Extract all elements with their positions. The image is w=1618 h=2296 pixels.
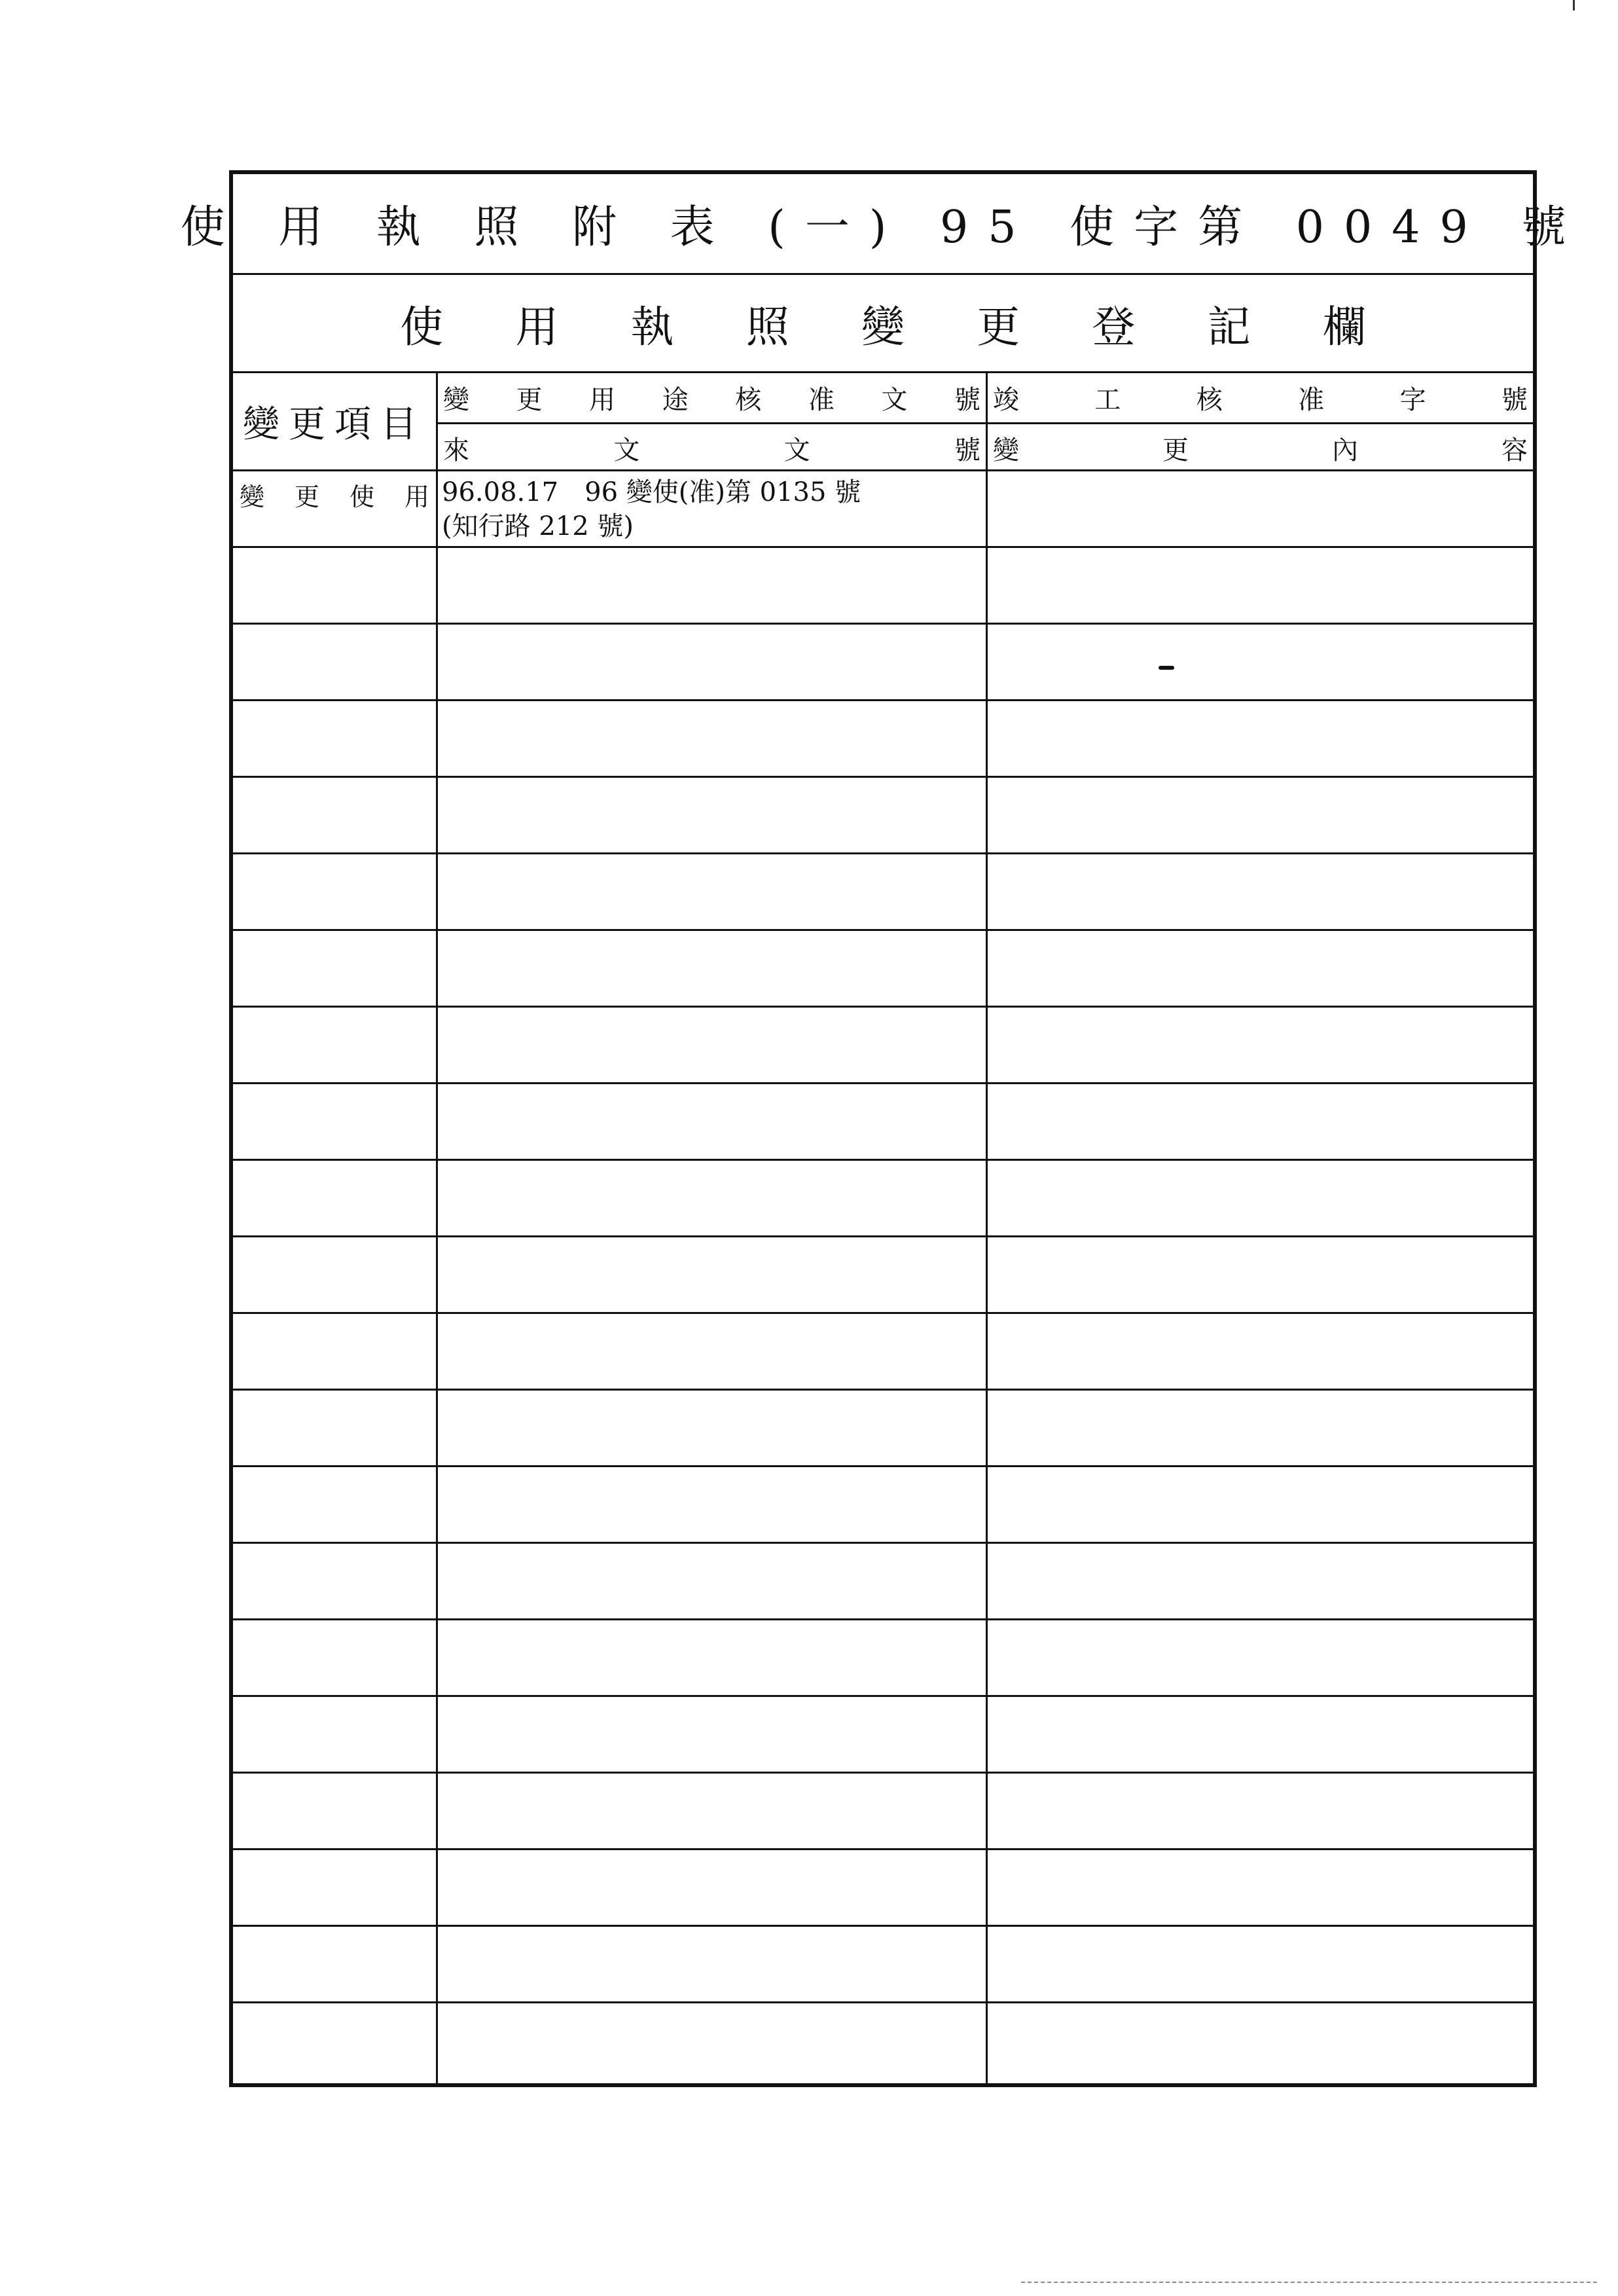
header-char: 變 [993,435,1019,465]
row-completion-number [988,1850,1533,1925]
row-change-item [233,931,438,1006]
row-change-item [233,1314,438,1389]
header-char: 文 [613,435,640,465]
table-row [233,1008,1533,1084]
row-approval-number [438,931,988,1006]
header-char: 用 [589,385,616,415]
row-completion-number [988,625,1533,699]
address-line: (知行路 212 號) [442,511,634,541]
row-change-item [233,548,438,623]
row-change-item [233,1084,438,1159]
row-approval-number [438,1084,988,1159]
subtitle-char: 登 [1092,302,1136,352]
table-row [233,2003,1533,2083]
subtitle-char: 執 [630,302,674,352]
scan-edge-line [1021,2282,1597,2284]
row-approval-number [438,1008,988,1082]
row-approval-number [438,1927,988,2001]
header-char: 號 [1501,385,1528,415]
subtitle-char: 欄 [1322,302,1366,352]
row-approval-number [438,1161,988,1235]
header-char: 核 [735,385,762,415]
form-title: 使 用 執 照 附 表 (一) 95 使字第 0049 號 [180,202,1586,253]
scan-speck [1159,666,1174,670]
table-row [233,1084,1533,1161]
cell-char: 變 [240,483,265,511]
row-change-item [233,1161,438,1235]
form-subtitle-row [233,275,1533,373]
header-char: 准 [808,385,835,415]
row-approval-number [438,1467,988,1542]
row-change-item [233,1391,438,1465]
header-char: 工 [1094,385,1121,415]
table-row [233,1620,1533,1697]
row-change-item [233,1774,438,1848]
row-approval-number [438,1314,988,1389]
header-char: 准 [1298,385,1325,415]
row-approval-number [438,471,988,546]
row-completion-number [988,471,1533,546]
cell-char: 使 [349,483,374,511]
cell-char: 用 [404,483,429,511]
row-completion-number [988,1697,1533,1772]
header-char: 字 [1399,385,1426,415]
row-completion-number [988,1774,1533,1848]
row-approval-number [438,1774,988,1848]
header-char: 途 [662,385,689,415]
row-approval-number [438,1850,988,1925]
row-completion-number [988,1620,1533,1695]
row-change-item [233,1008,438,1082]
row-approval-number [438,1697,988,1772]
row-completion-number [988,1927,1533,2001]
row-change-item [233,625,438,699]
table-row [233,931,1533,1008]
row-completion-number [988,1391,1533,1465]
row-change-item [233,701,438,776]
header-change-content [988,422,1533,471]
row-approval-number [438,1620,988,1695]
table-header [233,373,1533,471]
table-row [233,1314,1533,1391]
row-completion-number [988,1084,1533,1159]
subtitle-char: 變 [861,302,905,352]
table-row [233,854,1533,931]
form-title-row [180,174,1586,275]
row-completion-number [988,854,1533,929]
table-row [233,471,1533,548]
row-change-item [233,778,438,852]
subtitle-char: 用 [515,302,559,352]
header-char: 變 [443,385,469,415]
table-row [233,1774,1533,1850]
cell-char: 更 [294,483,319,511]
row-completion-number [988,931,1533,1006]
subtitle-char: 記 [1207,302,1251,352]
header-char: 文 [783,435,810,465]
row-completion-number [988,1544,1533,1618]
table-row [233,701,1533,778]
license-change-form [180,170,1586,2087]
table-row [233,1467,1533,1544]
row-change-item [233,2003,438,2083]
row-completion-number [988,1467,1533,1542]
header-change-item [233,373,438,469]
row-completion-number [988,1008,1533,1082]
row-approval-number [438,854,988,929]
header-char: 文 [881,385,908,415]
row-approval-number [438,701,988,776]
row-change-item [233,1544,438,1618]
table-row [233,778,1533,854]
table-row [233,1391,1533,1467]
table-row [233,1697,1533,1774]
row-change-item [233,1697,438,1772]
header-char: 容 [1501,435,1528,465]
approval-number-line: 96.08.17 96 變使(准)第 0135 號 [442,477,861,507]
row-approval-number [438,625,988,699]
row-change-item [233,1467,438,1542]
row-completion-number [988,2003,1533,2083]
row-approval-number [438,1391,988,1465]
table-row [233,1544,1533,1620]
subtitle-char: 使 [400,302,444,352]
row-change-item [233,1237,438,1312]
header-char: 核 [1196,385,1223,415]
row-change-item [233,1927,438,2001]
row-change-item [233,471,438,546]
header-char: 更 [516,385,543,415]
header-incoming-document-number [438,422,988,471]
header-change-item-label: 變更項目 [243,403,426,446]
table-row [233,1927,1533,2003]
header-approval-number [438,373,988,422]
row-change-item [233,1620,438,1695]
subtitle-char: 照 [746,302,789,352]
table-row [233,1161,1533,1237]
header-char: 內 [1332,435,1358,465]
header-char: 號 [954,435,980,465]
table-row [233,625,1533,701]
subtitle-char: 更 [977,302,1020,352]
row-approval-number [438,1544,988,1618]
row-completion-number [988,1161,1533,1235]
page-edge-mark [1573,0,1575,10]
table-row [233,548,1533,625]
row-completion-number [988,548,1533,623]
header-char: 更 [1162,435,1189,465]
row-completion-number [988,1314,1533,1389]
row-completion-number [988,701,1533,776]
header-completion-number [988,373,1533,422]
header-char: 來 [443,435,469,465]
row-approval-number [438,1237,988,1312]
row-approval-number [438,548,988,623]
row-change-item [233,1850,438,1925]
table-row [233,1237,1533,1314]
header-char: 號 [954,385,980,415]
table-body [233,471,1533,2083]
row-approval-number [438,778,988,852]
row-approval-number [438,2003,988,2083]
row-change-item [233,854,438,929]
row-completion-number [988,778,1533,852]
row-completion-number [988,1237,1533,1312]
table-row [233,1850,1533,1927]
header-char: 竣 [993,385,1019,415]
